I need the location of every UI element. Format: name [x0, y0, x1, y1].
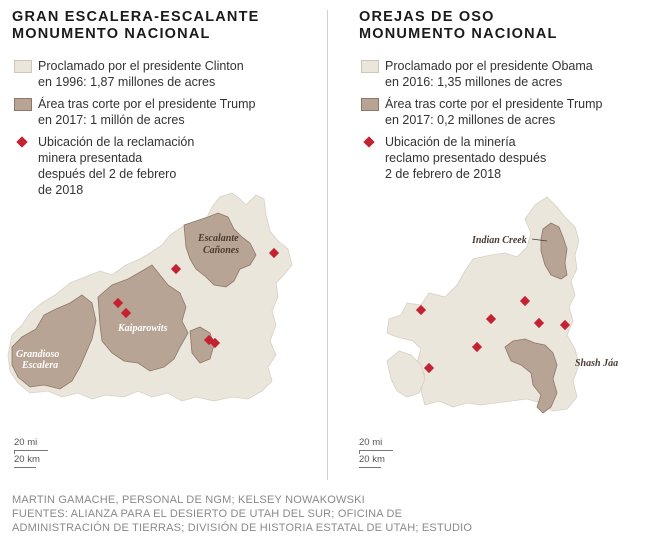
legend-item-proclaimed	[14, 58, 314, 90]
legend-item-cut	[361, 96, 650, 128]
credits	[12, 493, 632, 535]
scale-km-bar	[359, 467, 381, 468]
legend-item-cut	[14, 96, 314, 128]
proclaimed-swatch	[361, 60, 379, 73]
panel-divider	[327, 10, 328, 480]
scale-mi-bar	[359, 450, 393, 451]
scale-mi-label: 20 mi	[359, 437, 383, 448]
proclaimed-swatch	[14, 60, 32, 73]
legend-text: en 1996: 1,87 millones de acres	[38, 75, 216, 89]
gsenm-scale-bar	[14, 437, 74, 467]
legend-text: Proclamado por el presidente Clinton	[38, 59, 244, 73]
legend-text: Proclamado por el presidente Obama	[385, 59, 593, 73]
gsenm-title-line1: GRAN ESCALERA-ESCALANTE	[12, 9, 260, 25]
legend-text: minera presentada	[38, 151, 143, 165]
legend-text: en 2017: 1 millón de acres	[38, 113, 185, 127]
bears-ears-title	[359, 9, 558, 43]
bears-ears-panel	[335, 0, 650, 485]
legend-text: de 2018	[38, 183, 84, 197]
gsenm-legend	[14, 58, 314, 198]
legend-text: Ubicación de la reclamación	[38, 135, 195, 149]
map-label-escalante: Escalante	[198, 233, 239, 244]
scale-mi-bar	[14, 450, 48, 451]
scale-km-bar	[14, 467, 36, 468]
map-label-kaiparowits: Kaiparowits	[118, 323, 168, 334]
gsenm-title-line2: MONUMENTO NACIONAL	[12, 26, 211, 42]
gsenm-map	[0, 185, 320, 420]
map-label-indian-creek: Indian Creek	[472, 235, 527, 246]
legend-text: Ubicación de la minería	[385, 135, 516, 149]
legend-text: Área tras corte por el presidente Trump	[38, 97, 256, 111]
legend-text: reclamo presentado después	[385, 151, 547, 165]
legend-text: Área tras corte por el presidente Trump	[385, 97, 603, 111]
claim-diamond-icon	[16, 136, 27, 147]
map-label-grandioso: Grandioso	[16, 349, 60, 360]
legend-item-claim	[361, 134, 650, 182]
legend-text: en 2016: 1,35 millones de acres	[385, 75, 563, 89]
legend-text: 2 de febrero de 2018	[385, 167, 502, 181]
bears-ears-map	[335, 185, 650, 420]
scale-km-label: 20 km	[14, 454, 40, 465]
bears-ears-scale-bar	[359, 437, 419, 467]
scale-mi-label: 20 mi	[14, 437, 38, 448]
bears-ears-title-line2: MONUMENTO NACIONAL	[359, 26, 558, 42]
scale-km-label: 20 km	[359, 454, 385, 465]
credits-line: MARTIN GAMACHE, PERSONAL DE NGM; KELSEY NOWAKOWSKI	[12, 494, 365, 506]
bears-ears-legend	[361, 58, 650, 182]
bears-ears-title-line1: OREJAS DE OSO	[359, 9, 495, 25]
cut-swatch	[14, 98, 32, 111]
legend-item-proclaimed	[361, 58, 650, 90]
map-label-escalera: Escalera	[22, 360, 59, 371]
legend-text: en 2017: 0,2 millones de acres	[385, 113, 556, 127]
credits-line: ADMINISTRACIÓN DE TIERRAS; DIVISIÓN DE HISTORIA ESTATAL DE UTAH; ESTUDIO	[12, 522, 473, 534]
map-label-canones: Cañones	[203, 245, 240, 256]
gsenm-panel	[0, 0, 320, 485]
cut-swatch	[361, 98, 379, 111]
map-label-shash-jaa: Shash Jáa	[575, 358, 619, 369]
legend-text: después del 2 de febrero	[38, 167, 177, 181]
claim-diamond-icon	[363, 136, 374, 147]
credits-line: FUENTES: ALIANZA PARA EL DESIERTO DE UTAH DEL SUR; OFICINA DE	[12, 508, 403, 520]
gsenm-title	[12, 9, 260, 43]
